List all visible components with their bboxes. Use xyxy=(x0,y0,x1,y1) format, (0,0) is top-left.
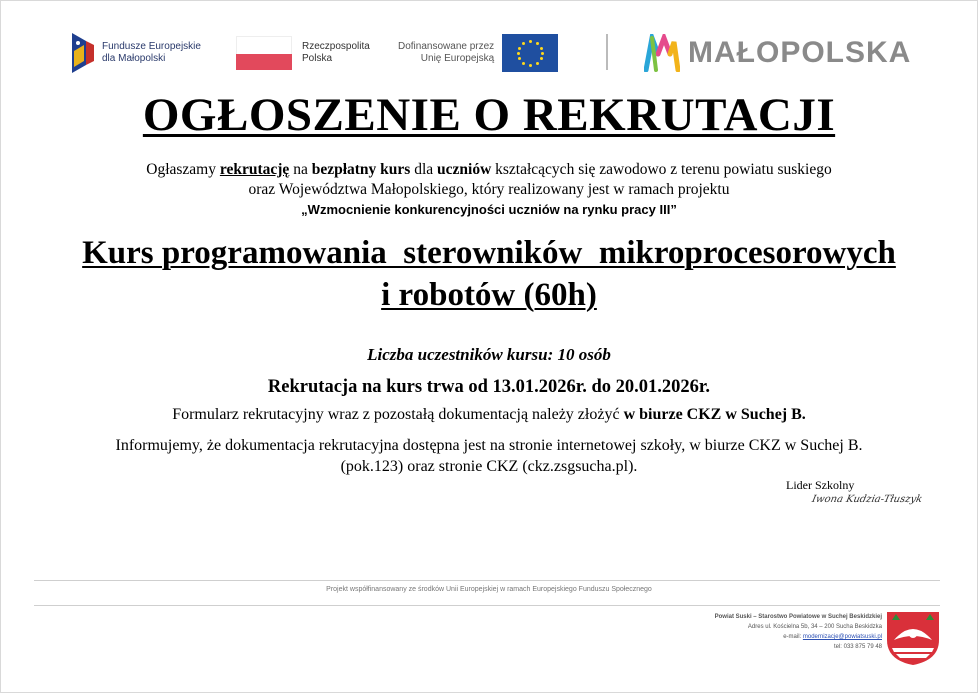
footer-divider-bottom xyxy=(34,605,940,606)
signatory-title: Lider Szkolny xyxy=(786,478,855,492)
eu-logo xyxy=(398,28,558,78)
malopolska-mark-icon xyxy=(644,34,680,72)
footer-address xyxy=(640,612,882,652)
participants-count: Liczba uczestników kursu: 10 osób xyxy=(367,345,611,364)
course-title xyxy=(20,232,958,316)
rp-line2: Polska xyxy=(302,53,333,64)
ue-line2: Unię Europejską xyxy=(420,53,495,64)
address-line: Adres ul. Kościelna 5b, 34 – 200 Sucha Beskidzka xyxy=(747,624,882,630)
malopolska-logo xyxy=(644,28,911,78)
logo-divider xyxy=(606,34,608,70)
course-title-line2: i robotów (60h) xyxy=(381,277,597,313)
intro-text-1: Ogłaszamy xyxy=(146,161,220,178)
email-link[interactable]: modernizacje@powiatsuski.pl xyxy=(802,634,882,640)
intro-line2: oraz Województwa Małopolskiego, który realizowany jest w ramach projektu xyxy=(248,181,730,198)
phone-number: tel: 033 875 79 48 xyxy=(833,644,882,650)
email-label: e-mail: xyxy=(783,634,803,640)
address-title: Powiat Suski – Starostwo Powiatowe w Suchej Beskidzkiej xyxy=(714,614,882,620)
form-instructions xyxy=(0,406,978,424)
intro-text-4: kształcących się zawodowo z terenu powiatu suskiego xyxy=(491,161,832,178)
logo-bar xyxy=(68,28,918,78)
page-title: OGŁOSZENIE O REKRUTACJI xyxy=(142,89,836,141)
fe-line1: Fundusze Europejskie xyxy=(102,41,201,52)
intro-recruitment: rekrutację xyxy=(219,161,290,178)
form-office: w biurze CKZ w Suchej B. xyxy=(623,406,806,423)
intro-text-3: dla xyxy=(410,161,438,178)
intro-free-course: bezpłatny kurs xyxy=(311,161,411,178)
intro-students: uczniów xyxy=(437,161,492,178)
footer-divider-top xyxy=(34,580,940,581)
eu-flag-icon xyxy=(502,34,558,72)
intro-paragraph xyxy=(30,160,948,220)
info-line1: Informujemy, że dokumentacja rekrutacyjna dostępna jest na stronie internetowej szkoły, w biurze CKZ w Suchej B. xyxy=(115,437,863,454)
project-name: „Wzmocnienie konkurencyjności uczniów na rynku pracy III” xyxy=(301,202,677,217)
intro-text-2: na xyxy=(289,161,312,178)
info-paragraph xyxy=(28,435,950,477)
poland-flag-icon xyxy=(236,36,292,70)
rp-line1: Rzeczpospolita xyxy=(302,41,370,52)
cofinancing-note: Projekt współfinansowany ze środków Unii Europejskiej w ramach Europejskiego Funduszu Społecznego xyxy=(326,586,652,593)
form-text: Formularz rekrutacyjny wraz z pozostałą dokumentacją należy złożyć xyxy=(172,406,624,423)
fe-line2: dla Małopolski xyxy=(102,53,166,64)
fundusze-europejskie-icon xyxy=(68,31,96,75)
handwritten-signature: Iwona Kudzia-Tłuszyk xyxy=(810,494,924,505)
fundusze-europejskie-logo xyxy=(68,28,201,78)
malopolska-text: MAŁOPOLSKA xyxy=(688,36,912,69)
recruitment-dates: Rekrutacja na kurs trwa od 13.01.2026r. do 20.01.2026r. xyxy=(267,377,711,397)
ue-line1: Dofinansowane przez xyxy=(398,41,495,52)
rzeczpospolita-logo xyxy=(236,28,370,78)
course-title-line1: Kurs programowania sterowników mikroprocesorowych xyxy=(82,235,896,271)
coat-of-arms-icon xyxy=(884,610,942,666)
info-line2: (pok.123) oraz stronie CKZ (ckz.zsgsucha.pl). xyxy=(340,458,638,475)
